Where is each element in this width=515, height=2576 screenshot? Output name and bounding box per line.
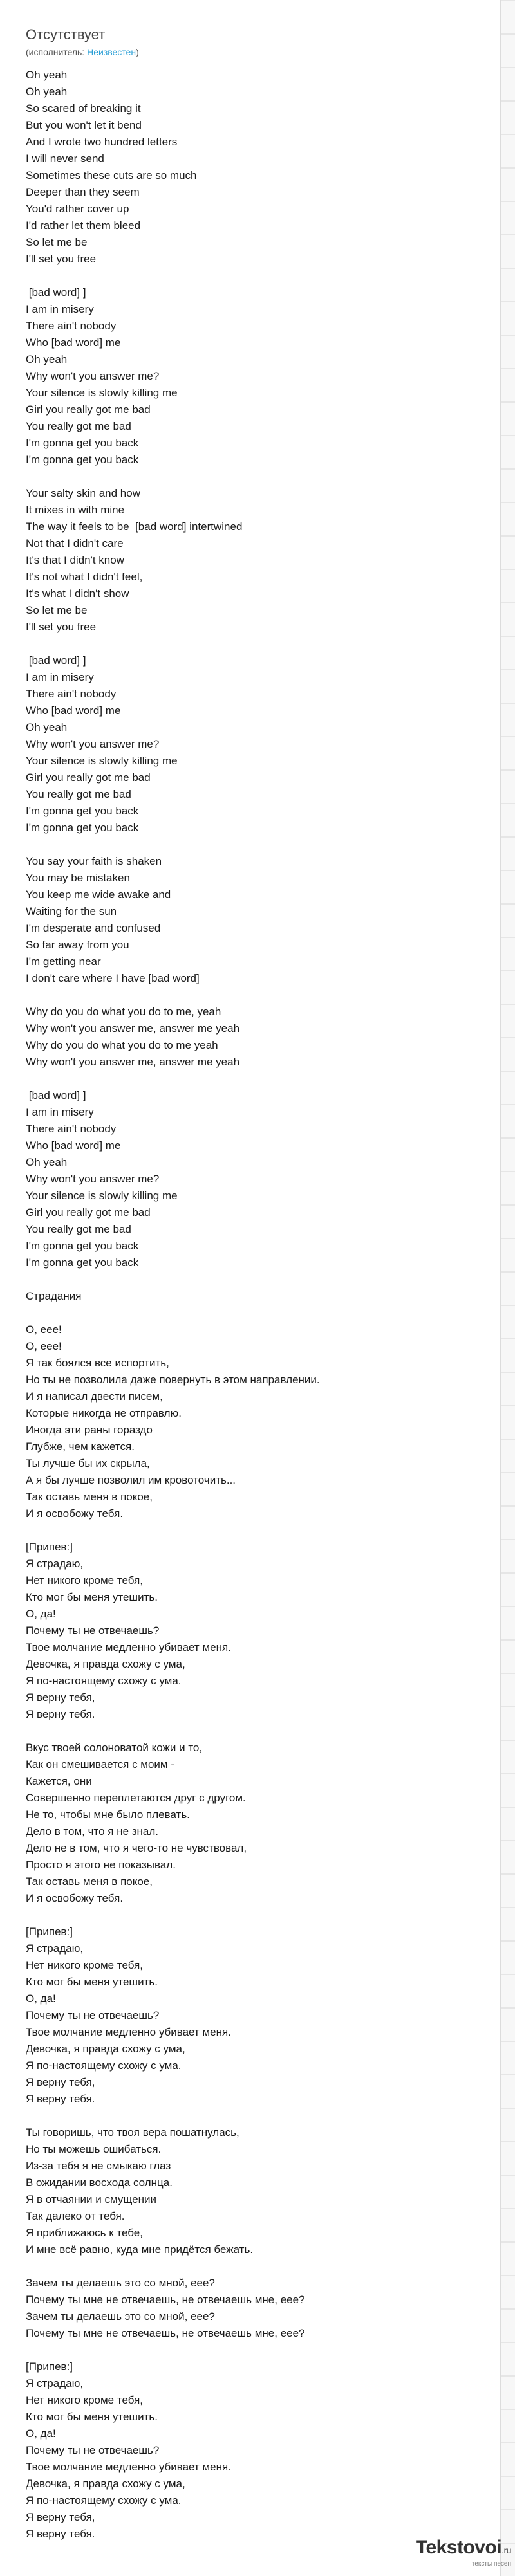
lyric-line: I'll set you free bbox=[26, 621, 97, 633]
lyric-line: Oh yeah bbox=[26, 69, 68, 81]
lyric-line: Oh yeah bbox=[26, 353, 68, 365]
lyric-line: Who [bad word] me bbox=[26, 336, 121, 349]
lyric-line: Я страдаю, bbox=[26, 1942, 84, 1955]
lyric-line: There ain't nobody bbox=[26, 1123, 117, 1135]
lyric-line: Я так боялся все испортить, bbox=[26, 1357, 169, 1369]
lyric-line: Просто я этого не показывал. bbox=[26, 1859, 176, 1871]
performer-line bbox=[26, 46, 489, 58]
lyric-line: [bad word] ] bbox=[26, 1089, 86, 1101]
lyric-line: I'm gonna get you back bbox=[26, 1256, 139, 1269]
lyric-line: Кто мог бы меня утешить. bbox=[26, 2411, 158, 2423]
lyric-line: I am in misery bbox=[26, 671, 94, 683]
lyric-blank-line bbox=[26, 2342, 489, 2359]
right-decorative-strip bbox=[500, 0, 515, 2576]
lyric-line: Твое молчание медленно убивает меня. bbox=[26, 2461, 231, 2473]
lyric-line: I'm getting near bbox=[26, 955, 101, 968]
lyric-line: Not that I didn't care bbox=[26, 537, 124, 549]
lyric-line: I'm desperate and confused bbox=[26, 922, 161, 934]
lyric-line: О, еее! bbox=[26, 1323, 62, 1336]
lyric-line: Но ты можешь ошибаться. bbox=[26, 2143, 162, 2155]
lyric-line: I'm gonna get you back bbox=[26, 1240, 139, 1252]
lyric-line: Why won't you answer me, answer me yeah bbox=[26, 1056, 240, 1068]
lyric-line: В ожидании восхода солнца. bbox=[26, 2176, 173, 2189]
logo-brand: Tekstovoi bbox=[415, 2537, 502, 2558]
lyric-line: [bad word] ] bbox=[26, 286, 86, 299]
lyric-line: [Припев:] bbox=[26, 1541, 73, 1553]
lyric-line: Девочка, я правда схожу с ума, bbox=[26, 2478, 185, 2490]
lyric-line: It's not what I didn't feel, bbox=[26, 571, 143, 583]
lyric-blank-line bbox=[26, 2108, 489, 2124]
lyric-line: Why do you do what you do to me yeah bbox=[26, 1039, 218, 1051]
lyric-line: Почему ты мне не отвечаешь, не отвечаешь мне, еее? bbox=[26, 2327, 305, 2339]
lyric-line: I am in misery bbox=[26, 1106, 94, 1118]
lyric-blank-line bbox=[26, 268, 489, 284]
logo-wordmark bbox=[363, 2536, 511, 2562]
lyric-line: You may be mistaken bbox=[26, 872, 130, 884]
lyric-line: Я верну тебя. bbox=[26, 2093, 95, 2105]
lyric-line: Sometimes these cuts are so much bbox=[26, 169, 197, 181]
lyric-line: Так далеко от тебя. bbox=[26, 2210, 125, 2222]
lyric-line: И я освобожу тебя. bbox=[26, 1507, 124, 1520]
lyrics-body bbox=[26, 67, 489, 2543]
lyric-line: Так оставь меня в покое, bbox=[26, 1875, 153, 1888]
site-logo[interactable] bbox=[363, 2531, 515, 2576]
lyric-line: Вкус твоей солоноватой кожи и то, bbox=[26, 1742, 203, 1754]
lyric-line: I'm gonna get you back bbox=[26, 805, 139, 817]
lyric-line: Oh yeah bbox=[26, 1156, 68, 1168]
lyric-line: О, да! bbox=[26, 1992, 56, 2005]
lyric-line: Нет никого кроме тебя, bbox=[26, 1959, 144, 1971]
lyric-line: А я бы лучше позволил им кровоточить... bbox=[26, 1474, 236, 1486]
lyric-line: Deeper than they seem bbox=[26, 186, 140, 198]
lyric-line: It's that I didn't know bbox=[26, 554, 124, 566]
lyric-line: You say your faith is shaken bbox=[26, 855, 162, 867]
lyric-line: And I wrote two hundred letters bbox=[26, 136, 178, 148]
lyric-blank-line bbox=[26, 1723, 489, 1740]
lyric-blank-line bbox=[26, 1071, 489, 1087]
lyric-blank-line bbox=[26, 1522, 489, 1539]
lyric-line: Почему ты мне не отвечаешь, не отвечаешь мне, еее? bbox=[26, 2294, 305, 2306]
lyric-line: Why won't you answer me? bbox=[26, 1173, 160, 1185]
lyric-line: О, да! bbox=[26, 2427, 56, 2440]
lyric-line: Зачем ты делаешь это со мной, еее? bbox=[26, 2310, 215, 2323]
lyric-line: I'm gonna get you back bbox=[26, 822, 139, 834]
lyric-line: О, еее! bbox=[26, 1340, 62, 1352]
lyric-line: Иногда эти раны гораздо bbox=[26, 1424, 153, 1436]
lyric-blank-line bbox=[26, 987, 489, 1004]
lyric-line: [bad word] ] bbox=[26, 654, 86, 667]
lyric-line: Ты лучше бы их скрыла, bbox=[26, 1457, 150, 1469]
lyric-line: Но ты не позволила даже повернуть в этом направлении. bbox=[26, 1374, 320, 1386]
lyric-line: Почему ты не отвечаешь? bbox=[26, 1624, 160, 1637]
lyric-line: Девочка, я правда схожу с ума, bbox=[26, 1658, 185, 1670]
lyric-line: Кажется, они bbox=[26, 1775, 92, 1787]
lyric-line: So far away from you bbox=[26, 939, 129, 951]
lyric-blank-line bbox=[26, 1907, 489, 1924]
lyric-line: И мне всё равно, куда мне придётся бежать. bbox=[26, 2243, 254, 2256]
lyric-line: So scared of breaking it bbox=[26, 102, 141, 115]
lyric-line: И я освобожу тебя. bbox=[26, 1892, 124, 1904]
lyric-line: Я верну тебя. bbox=[26, 1708, 95, 1720]
lyric-line: Waiting for the sun bbox=[26, 905, 117, 917]
lyric-line: Кто мог бы меня утешить. bbox=[26, 1591, 158, 1603]
lyric-line: You really got me bad bbox=[26, 1223, 131, 1235]
lyric-line: So let me be bbox=[26, 236, 88, 248]
lyric-line: Я по-настоящему схожу с ума. bbox=[26, 2059, 182, 2072]
lyric-line: There ain't nobody bbox=[26, 320, 117, 332]
lyric-line: Your silence is slowly killing me bbox=[26, 1190, 178, 1202]
lyric-line: Дело не в том, что я чего-то не чувствовал, bbox=[26, 1842, 247, 1854]
lyric-line: [Припев:] bbox=[26, 2360, 73, 2373]
lyric-line: Твое молчание медленно убивает меня. bbox=[26, 1641, 231, 1653]
lyric-blank-line bbox=[26, 1305, 489, 1321]
lyric-line: Дело в том, что я не знал. bbox=[26, 1825, 159, 1837]
lyric-line: Так оставь меня в покое, bbox=[26, 1491, 153, 1503]
lyric-line: Я в отчаянии и смущении bbox=[26, 2193, 156, 2205]
lyric-line: I'm gonna get you back bbox=[26, 437, 139, 449]
lyric-line: Your silence is slowly killing me bbox=[26, 387, 178, 399]
logo-domain: .ru bbox=[501, 2545, 511, 2555]
performer-suffix: ) bbox=[136, 47, 139, 57]
lyric-line: Who [bad word] me bbox=[26, 704, 121, 717]
lyric-line: Глубже, чем кажется. bbox=[26, 1440, 135, 1453]
lyric-blank-line bbox=[26, 1271, 489, 1288]
lyric-line: Why do you do what you do to me, yeah bbox=[26, 1006, 221, 1018]
lyric-line: I will never send bbox=[26, 152, 104, 165]
song-header bbox=[26, 26, 489, 58]
lyric-line: Girl you really got me bad bbox=[26, 403, 151, 416]
lyric-line: Why won't you answer me, answer me yeah bbox=[26, 1022, 240, 1035]
lyric-line: The way it feels to be [bad word] intertwined bbox=[26, 520, 243, 533]
lyric-line: Я приближаюсь к тебе, bbox=[26, 2227, 143, 2239]
lyric-line: Oh yeah bbox=[26, 86, 68, 98]
lyric-line: Why won't you answer me? bbox=[26, 370, 160, 382]
lyric-line: Я страдаю, bbox=[26, 1558, 84, 1570]
lyric-line: Oh yeah bbox=[26, 721, 68, 733]
lyric-line: You really got me bad bbox=[26, 788, 131, 800]
lyric-line: It mixes in with mine bbox=[26, 504, 125, 516]
lyric-line: Которые никогда не отправлю. bbox=[26, 1407, 182, 1419]
lyric-line: [Припев:] bbox=[26, 1926, 73, 1938]
logo-tagline: тексты песен bbox=[471, 2561, 511, 2568]
lyric-line: There ain't nobody bbox=[26, 688, 117, 700]
performer-link[interactable]: Неизвестен bbox=[87, 47, 136, 57]
page-title: Отсутствует bbox=[26, 26, 106, 42]
performer-prefix: (исполнитель: bbox=[26, 47, 88, 57]
lyric-line: Я верну тебя. bbox=[26, 2528, 95, 2540]
lyric-line: I'm gonna get you back bbox=[26, 454, 139, 466]
lyric-line: Кто мог бы меня утешить. bbox=[26, 1976, 158, 1988]
lyric-line: Страдания bbox=[26, 1290, 82, 1302]
lyric-line: You keep me wide awake and bbox=[26, 888, 171, 901]
lyric-line: Нет никого кроме тебя, bbox=[26, 1574, 144, 1587]
lyric-line: Girl you really got me bad bbox=[26, 771, 151, 784]
lyric-line: Я по-настоящему схожу с ума. bbox=[26, 1675, 182, 1687]
lyric-line: Зачем ты делаешь это со мной, еее? bbox=[26, 2277, 215, 2289]
lyric-line: I don't care where I have [bad word] bbox=[26, 972, 200, 984]
lyric-line: Girl you really got me bad bbox=[26, 1206, 151, 1219]
lyric-blank-line bbox=[26, 636, 489, 652]
lyric-line: Девочка, я правда схожу с ума, bbox=[26, 2043, 185, 2055]
lyric-line: Я по-настоящему схожу с ума. bbox=[26, 2494, 182, 2507]
lyric-line: Совершенно переплетаются друг с другом. bbox=[26, 1792, 246, 1804]
lyric-blank-line bbox=[26, 468, 489, 485]
lyric-blank-line bbox=[26, 2258, 489, 2275]
lyric-line: But you won't let it bend bbox=[26, 119, 142, 131]
lyric-line: Почему ты не отвечаешь? bbox=[26, 2444, 160, 2456]
lyric-line: Ты говоришь, что твоя вера пошатнулась, bbox=[26, 2126, 239, 2139]
lyric-line: Who [bad word] me bbox=[26, 1139, 121, 1152]
lyric-line: I am in misery bbox=[26, 303, 94, 315]
lyric-line: Из-за тебя я не смыкаю глаз bbox=[26, 2160, 171, 2172]
lyric-line: И я написал двести писем, bbox=[26, 1390, 163, 1403]
lyric-line: Why won't you answer me? bbox=[26, 738, 160, 750]
lyric-line: You really got me bad bbox=[26, 420, 131, 432]
lyric-line: I'll set you free bbox=[26, 253, 97, 265]
lyric-line: Я верну тебя, bbox=[26, 2511, 95, 2523]
lyric-line: So let me be bbox=[26, 604, 88, 616]
lyric-line: Нет никого кроме тебя, bbox=[26, 2394, 144, 2406]
lyric-line: I'd rather let them bleed bbox=[26, 219, 141, 232]
lyric-line: Я верну тебя, bbox=[26, 1691, 95, 1704]
lyric-line: Почему ты не отвечаешь? bbox=[26, 2009, 160, 2021]
lyric-line: Как он смешивается с моим - bbox=[26, 1758, 175, 1771]
lyric-blank-line bbox=[26, 836, 489, 853]
lyric-line: Your silence is slowly killing me bbox=[26, 755, 178, 767]
lyric-line: Я страдаю, bbox=[26, 2377, 84, 2389]
lyric-line: Твое молчание медленно убивает меня. bbox=[26, 2026, 231, 2038]
lyric-line: Your salty skin and how bbox=[26, 487, 140, 499]
lyric-line: It's what I didn't show bbox=[26, 587, 129, 600]
lyric-line: You'd rather cover up bbox=[26, 203, 129, 215]
lyric-line: Не то, чтобы мне было плевать. bbox=[26, 1808, 190, 1821]
lyric-line: Я верну тебя, bbox=[26, 2076, 95, 2088]
lyric-line: О, да! bbox=[26, 1608, 56, 1620]
